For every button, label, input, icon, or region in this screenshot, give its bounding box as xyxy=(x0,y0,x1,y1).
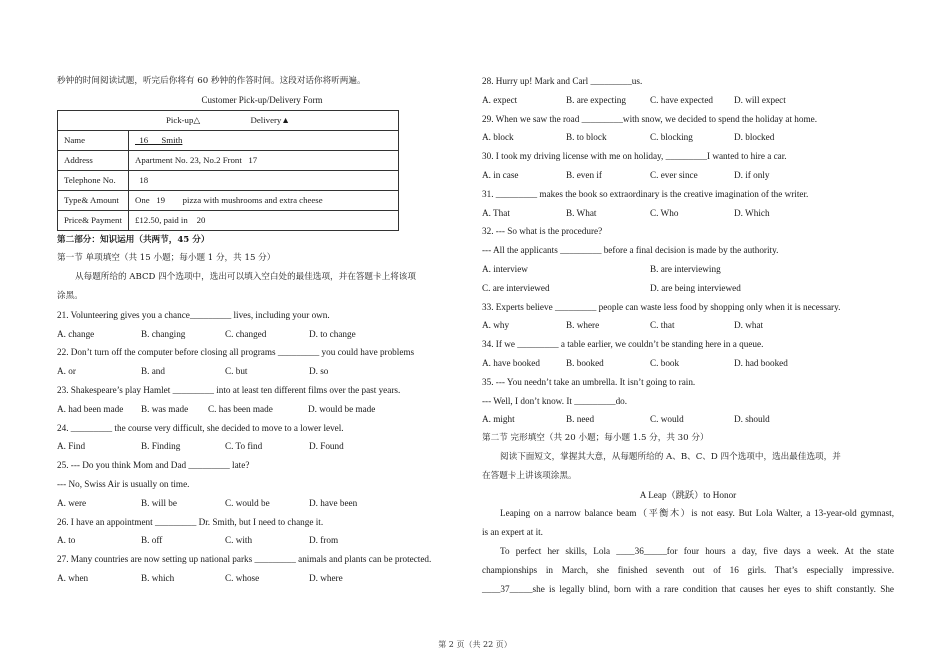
option[interactable]: A. That xyxy=(482,207,510,218)
option[interactable]: D. should xyxy=(734,414,770,425)
option[interactable]: B. booked xyxy=(566,357,604,368)
section2-title: 第二节 完形填空（共 20 小题；每小题 1.5 分，共 30 分） xyxy=(482,433,709,444)
option[interactable]: B. are expecting xyxy=(566,94,626,105)
question-34: 34. If we _________ a table earlier, we couldn’t be standing here in a queue. xyxy=(482,339,764,350)
form-label-telephone: Telephone No. xyxy=(58,170,129,190)
form-value-price-payment: £12.50, paid in 20 xyxy=(129,210,399,230)
options-35 xyxy=(482,410,894,429)
option[interactable]: C. To find xyxy=(225,441,263,452)
option[interactable]: C. book xyxy=(650,357,680,368)
page-footer: 第 2 页（共 22 页） xyxy=(438,640,512,649)
listening-intro: 秒钟的时间阅读试题，听完后你将有 60 秒钟的作答时间。这段对话你将听两遍。 xyxy=(57,76,366,86)
option[interactable]: D. blocked xyxy=(734,132,775,143)
option[interactable]: B. even if xyxy=(566,169,602,180)
option[interactable]: B. and xyxy=(141,366,165,377)
option[interactable]: C. with xyxy=(225,535,253,546)
option[interactable]: A. Find xyxy=(57,441,86,452)
option[interactable]: B. to block xyxy=(566,132,607,143)
left-column xyxy=(57,72,467,588)
options-29 xyxy=(482,128,894,147)
option[interactable]: C. changed xyxy=(225,328,267,339)
option[interactable]: B. off xyxy=(141,535,163,546)
option[interactable]: D. where xyxy=(309,572,343,583)
option[interactable]: D. from xyxy=(309,535,339,546)
delivery-label: Delivery▲ xyxy=(250,114,291,125)
option[interactable]: C. Who xyxy=(650,207,679,218)
option[interactable]: C. blocking xyxy=(650,132,693,143)
options-25 xyxy=(57,494,467,513)
passage-line: ____37_____she is legally blind, born with a rare condition that causes her eyes to shift constantly. She xyxy=(482,583,894,594)
section2-instruction: 阅读下面短文，掌握其大意，从每题所给的 A、B、C、D 四个选项中，选出最佳选项，并 xyxy=(500,451,841,462)
options-21 xyxy=(57,325,467,344)
section1-instruction-cont: 涂黑。 xyxy=(57,290,83,301)
option[interactable]: D. have been xyxy=(309,497,358,508)
option[interactable]: A. change xyxy=(57,328,95,339)
option[interactable]: A. when xyxy=(57,572,89,583)
option[interactable]: D. if only xyxy=(734,169,770,180)
question-22: 22. Don’t turn off the computer before closing all programs _________ you could have problems xyxy=(57,347,415,358)
passage-line: is an expert at it. xyxy=(482,527,543,538)
question-27: 27. Many countries are now setting up national parks _________ animals and plants can be protected. xyxy=(57,554,432,565)
question-32-reply: --- All the applicants _________ before a final decision is made by the authority. xyxy=(482,245,779,256)
options-34 xyxy=(482,354,894,373)
option[interactable]: A. or xyxy=(57,366,76,377)
option[interactable]: C. whose xyxy=(225,572,260,583)
option[interactable]: D. Which xyxy=(734,207,770,218)
option[interactable]: A. interview xyxy=(482,263,528,274)
options-32-row1 xyxy=(482,260,894,279)
option[interactable]: C. that xyxy=(650,320,675,331)
question-35: 35. --- You needn’t take an umbrella. It isn’t going to rain. xyxy=(482,376,696,387)
form-value-name: 16 Smith xyxy=(129,130,399,150)
form-label-price-payment: Price& Payment xyxy=(58,210,129,230)
part2-title: 第二部分：知识运用（共两节，45 分） xyxy=(57,234,210,245)
form-title: Customer Pick-up/Delivery Form xyxy=(201,94,323,105)
options-28 xyxy=(482,91,894,110)
options-26 xyxy=(57,531,467,550)
option[interactable]: C. would be xyxy=(225,497,270,508)
option[interactable]: C. are interviewed xyxy=(482,282,550,293)
question-21: 21. Volunteering gives you a chance_________ lives, including your own. xyxy=(57,309,330,320)
option[interactable]: B. which xyxy=(141,572,175,583)
option[interactable]: A. had been made xyxy=(57,403,124,414)
form-value-address: Apartment No. 23, No.2 Front 17 xyxy=(129,150,399,170)
option[interactable]: A. have booked xyxy=(482,357,540,368)
section2-instruction-cont: 在答题卡上讲该项涂黑。 xyxy=(482,470,577,481)
form-label-type-amount: Type& Amount xyxy=(58,190,129,210)
question-35-reply: --- Well, I don’t know. It _________do. xyxy=(482,395,628,406)
question-29: 29. When we saw the road _________with snow, we decided to spend the holiday at home. xyxy=(482,113,818,124)
option[interactable]: A. in case xyxy=(482,169,519,180)
question-33: 33. Experts believe _________ people can waste less food by shopping only when it is necessary. xyxy=(482,301,841,312)
option[interactable]: D. Found xyxy=(309,441,344,452)
passage-line: To perfect her skills, Lola ____36_____for four hours a day, five days a week. At the state xyxy=(500,545,894,556)
options-22 xyxy=(57,362,467,381)
option[interactable]: C. would xyxy=(650,414,684,425)
option[interactable]: B. will be xyxy=(141,497,177,508)
options-30 xyxy=(482,166,894,185)
option[interactable]: B. What xyxy=(566,207,597,218)
options-23 xyxy=(57,400,467,419)
option[interactable]: B. need xyxy=(566,414,595,425)
option[interactable]: D. are being interviewed xyxy=(650,282,741,293)
form-label-address: Address xyxy=(58,150,129,170)
question-28: 28. Hurry up! Mark and Carl _________us. xyxy=(482,76,643,86)
question-24: 24. _________ the course very difficult, she decided to move to a lower level. xyxy=(57,422,344,433)
option[interactable]: D. would be made xyxy=(308,403,376,414)
question-31: 31. _________ makes the book so extraordinary is the creative imagination of the writer. xyxy=(482,188,809,199)
pickup-label: Pick-up△ xyxy=(165,114,201,125)
option[interactable]: B. where xyxy=(566,320,600,331)
form-label-name: Name xyxy=(58,130,129,150)
passage-line: championships in March, she finished seventh out of 16 girls. That’s especially impressive. xyxy=(482,564,894,575)
option[interactable]: C. ever since xyxy=(650,169,698,180)
form-value-type-amount: One 19 pizza with mushrooms and extra cheese xyxy=(129,190,399,210)
option[interactable]: A. were xyxy=(57,497,87,508)
option[interactable]: C. has been made xyxy=(208,403,273,414)
option[interactable]: A. expect xyxy=(482,94,518,105)
options-31 xyxy=(482,204,894,223)
option[interactable]: D. to change xyxy=(309,328,356,339)
pickup-delivery-form xyxy=(57,110,399,231)
question-25: 25. --- Do you think Mom and Dad _________ late? xyxy=(57,460,250,471)
question-23: 23. Shakespeare’s play Hamlet _________ into at least ten different films over the past years. xyxy=(57,384,401,395)
form-value-telephone: 18 xyxy=(129,170,399,190)
option[interactable]: A. block xyxy=(482,132,514,143)
question-30: 30. I took my driving license with me on holiday, _________I wanted to hire a car. xyxy=(482,151,787,162)
options-27 xyxy=(57,569,467,588)
option[interactable]: C. have expected xyxy=(650,94,714,105)
passage-title: A Leap（跳跃）to Honor xyxy=(639,489,737,500)
option[interactable]: A. why xyxy=(482,320,510,331)
passage-line: Leaping on a narrow balance beam（平衡木）is not easy. But Lola Walter, a 13-year-old gymnast, xyxy=(500,508,894,519)
option[interactable]: D. will expect xyxy=(734,94,786,105)
right-column xyxy=(482,72,894,598)
option[interactable]: A. to xyxy=(57,535,76,546)
option[interactable]: D. so xyxy=(309,366,329,377)
question-25-reply: --- No, Swiss Air is usually on time. xyxy=(57,478,190,489)
option[interactable]: D. what xyxy=(734,320,764,331)
option[interactable]: D. had booked xyxy=(734,357,788,368)
option[interactable]: B. are interviewing xyxy=(650,263,721,274)
options-24 xyxy=(57,437,467,456)
option[interactable]: A. might xyxy=(482,414,515,425)
question-26: 26. I have an appointment _________ Dr. Smith, but I need to change it. xyxy=(57,516,324,527)
question-32: 32. --- So what is the procedure? xyxy=(482,226,603,237)
option[interactable]: C. but xyxy=(225,366,248,377)
options-33 xyxy=(482,316,894,335)
form-header-row xyxy=(58,110,399,130)
section1-instruction: 从每题所给的 ABCD 四个选项中，选出可以填入空白处的最佳选项，并在答题卡上将该项 xyxy=(75,272,416,283)
options-32-row2 xyxy=(482,279,894,298)
option[interactable]: B. Finding xyxy=(141,441,181,452)
option[interactable]: B. was made xyxy=(141,403,189,414)
option[interactable]: B. changing xyxy=(141,328,186,339)
section1-title: 第一节 单项填空（共 15 小题；每小题 1 分，共 15 分） xyxy=(57,253,276,264)
